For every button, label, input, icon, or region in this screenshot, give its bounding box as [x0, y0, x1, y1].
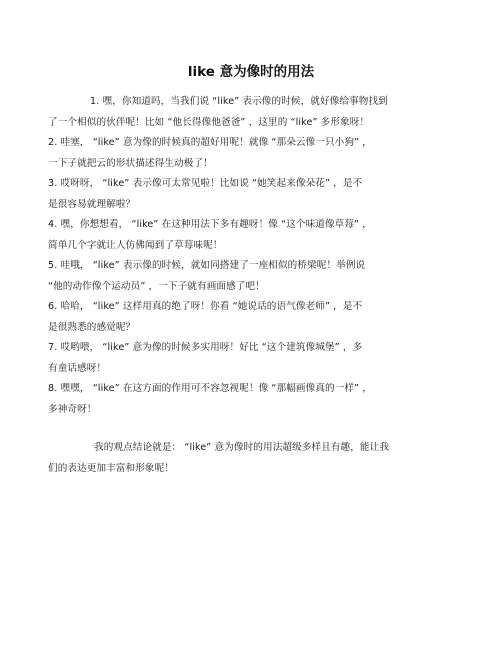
paragraph-line: 1. 嘿，你知道吗，当我们说 “like” 表示像的时候，就好像给事物找到: [90, 96, 388, 107]
conclusion-paragraph: [48, 438, 458, 479]
list-item-2: [48, 133, 458, 174]
paragraph-line: 有童话感呀！: [48, 362, 107, 374]
paragraph-line: “他的动作像个运动员” ，一下子就有画面感了吧！: [48, 280, 265, 292]
list-item-4: [48, 215, 458, 256]
list-item-3: [48, 174, 458, 215]
list-item-8: [48, 379, 458, 420]
list-item-7: [48, 338, 458, 379]
paragraph-line: 了一个相似的伙伴呢！比如 “他长得像他爸爸” ，这里的 “like” 多形象呀！: [48, 116, 370, 128]
paragraph-line: 们的表达更加丰富和形象呢！: [48, 462, 175, 474]
list-item-5: [48, 256, 458, 297]
paragraph-line: 是很熟悉的感觉呢？: [48, 321, 136, 333]
paragraph-line: 简单几个字就让人仿佛闻到了草莓味呢！: [48, 239, 223, 251]
paragraph-line: 6. 哈哈， “like” 这样用真的绝了呀！你看 “她说话的语气像老师” ，是不: [48, 301, 363, 312]
paragraph-line: 5. 哇哦， “like” 表示像的时候，就如同搭建了一座相似的桥梁呢！举例说: [48, 260, 366, 271]
paragraph-line: 是很容易就理解啦？: [48, 198, 136, 210]
document-title: like 意为像时的用法: [187, 64, 315, 80]
list-item-6: [48, 297, 458, 338]
paragraph-line: 一下子就把云的形状描述得生动极了！: [48, 157, 213, 169]
list-item-1: [48, 92, 458, 133]
paragraph-line: 我的观点结论就是： “like” 意为像时的用法超级多样且有趣，能让我: [94, 442, 390, 453]
paragraph-line: 2. 哇塞， “like” 意为像的时候真的超好用呢！就像 “那朵云像一只小狗” ，: [48, 137, 372, 148]
paragraph-line: 4. 嘿，你想想看， “like” 在这种用法下多有趣呀！像 “这个味道像草莓” ，: [48, 219, 372, 230]
paragraph-line: 8. 嘿嘿， “like” 在这方面的作用可不容忽视呢！像 “那幅画像真的一样” ，: [48, 383, 372, 394]
paragraph-line: 3. 哎呀呀， “like” 表示像可太常见啦！比如说 “她笑起来像朵花” ，是不: [48, 178, 363, 189]
document-body: [48, 92, 458, 479]
paragraph-line: 多神奇呀！: [48, 403, 97, 415]
paragraph-line: 7. 哎哟喂， “like” 意为像的时候多实用呀！好比 “这个建筑像城堡” ，多: [48, 342, 363, 353]
